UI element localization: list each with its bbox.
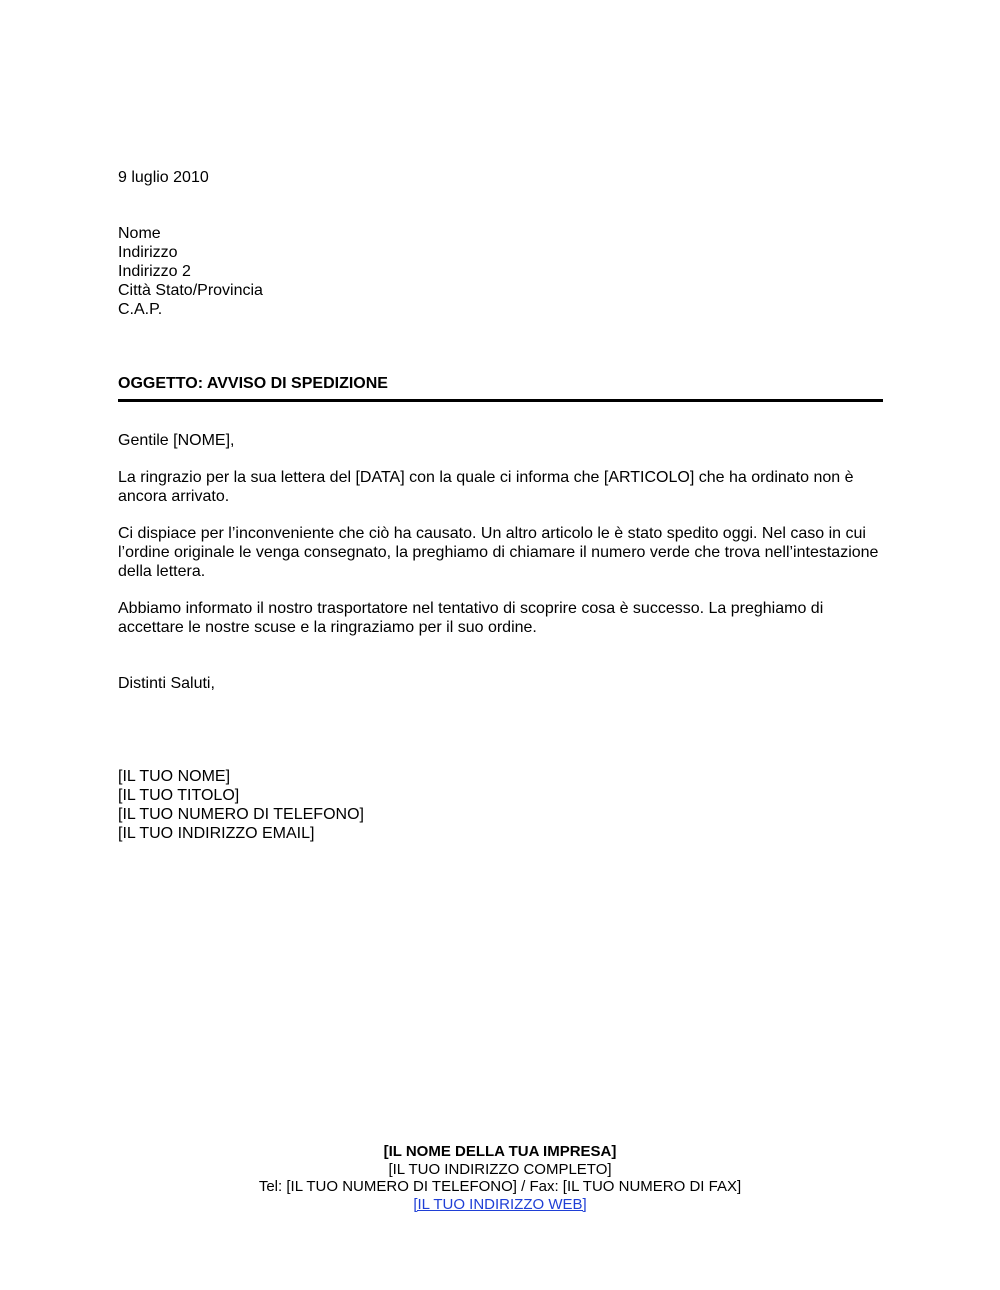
signature-email: [IL TUO INDIRIZZO EMAIL] [118, 825, 315, 842]
letter-greeting: Gentile [NOME], [118, 432, 235, 449]
footer-address: [IL TUO INDIRIZZO COMPLETO] [388, 1160, 612, 1178]
signature-phone: [IL TUO NUMERO DI TELEFONO] [118, 806, 364, 823]
footer-website-link[interactable]: [IL TUO INDIRIZZO WEB] [413, 1195, 587, 1213]
signature-title: [IL TUO TITOLO] [118, 787, 240, 804]
recipient-address [118, 224, 883, 319]
recipient-address-line-2: Indirizzo 2 [118, 263, 191, 280]
recipient-zip: C.A.P. [118, 301, 163, 318]
body-paragraph-2: Ci dispiace per l’inconveniente che ciò ha causato. Un altro articolo le è stato spedito oggi. Nel caso in cui l’ordine originale le venga consegnato, la preghiamo di chiamare il numero verde che trova nell’intestazione della lettera. [118, 525, 879, 580]
letter-subject: OGGETTO: AVVISO DI SPEDIZIONE [118, 375, 388, 392]
body-paragraph-3: Abbiamo informato il nostro trasportatore nel tentativo di scoprire cosa è successo. La preghiamo di accettare le nostre scuse e la ringraziamo per il suo ordine. [118, 600, 824, 636]
signature-name: [IL TUO NOME] [118, 768, 231, 785]
signature-block [118, 767, 883, 843]
subject-divider [118, 399, 883, 402]
recipient-address-line-1: Indirizzo [118, 244, 178, 261]
recipient-name: Nome [118, 225, 161, 242]
recipient-city-state: Città Stato/Provincia [118, 282, 263, 299]
letter-footer [0, 1143, 1000, 1213]
footer-company-name: [IL NOME DELLA TUA IMPRESA] [383, 1143, 617, 1160]
letter-closing: Distinti Saluti, [118, 675, 215, 692]
footer-contacts: Tel: [IL TUO NUMERO DI TELEFONO] / Fax: [IL TUO NUMERO DI FAX] [258, 1178, 742, 1195]
letter-date: 9 luglio 2010 [118, 169, 209, 186]
body-paragraph-1: La ringrazio per la sua lettera del [DATA] con la quale ci informa che [ARTICOLO] che ha ordinato non è ancora arrivato. [118, 469, 854, 505]
